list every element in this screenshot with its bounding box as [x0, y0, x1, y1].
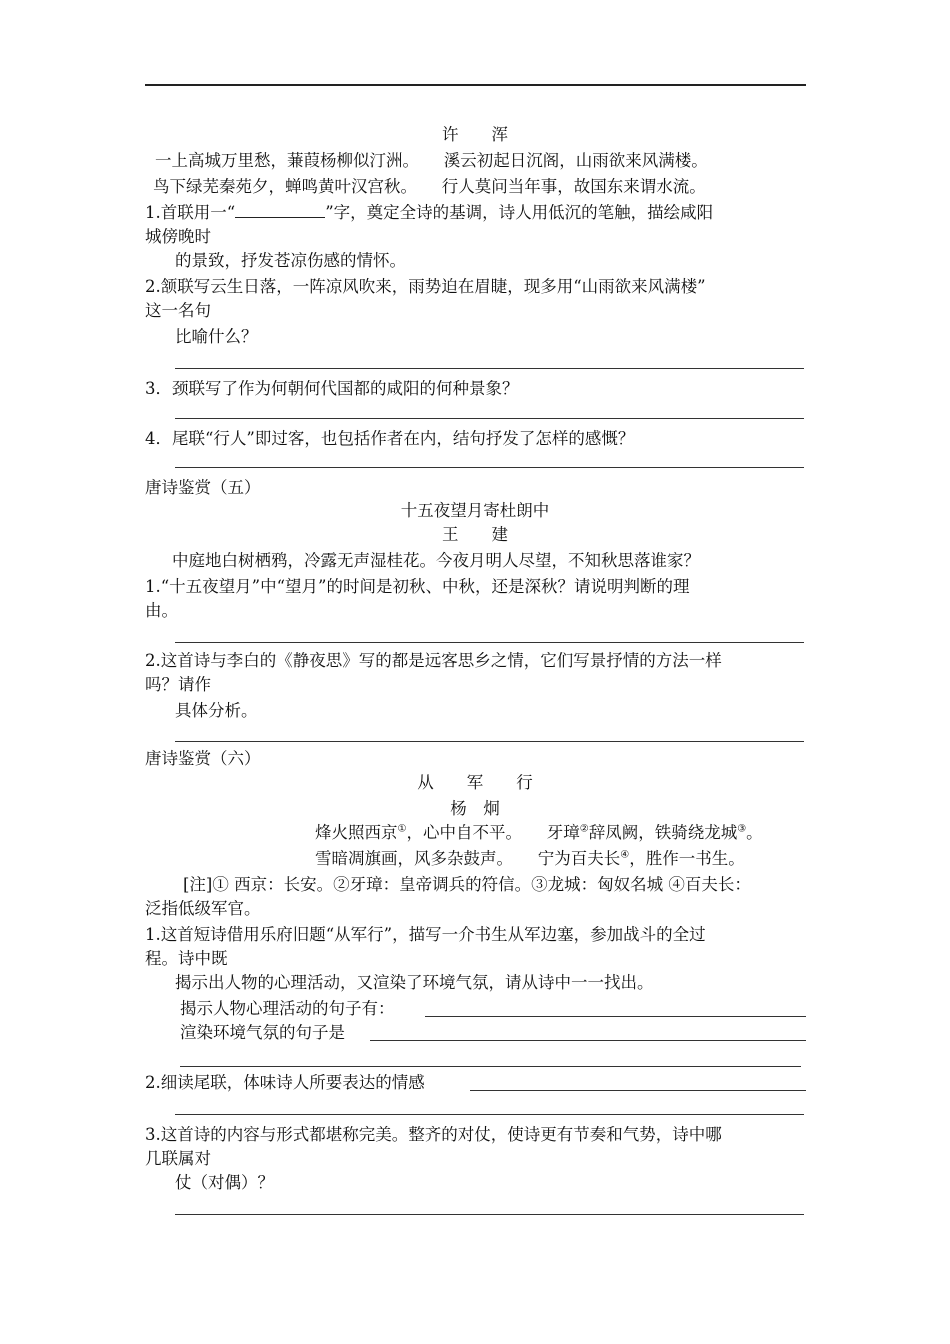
- poem4-author: 许 浑: [442, 125, 508, 144]
- section6-question3-cont2: 仗（对偶）？: [175, 1173, 274, 1192]
- section6-poem-line1: [315, 822, 763, 844]
- answer-line[interactable]: [175, 642, 804, 643]
- section6-heading: 唐诗鉴赏（六）: [145, 749, 261, 768]
- section5-author: 王 建: [442, 525, 508, 544]
- poem4-question2-cont2: 比喻什么？: [175, 327, 258, 346]
- poem4-question1-cont2: 的景致，抒发苍凉伤感的情怀。: [175, 251, 406, 270]
- section6-question3: 3.这首诗的内容与形式都堪称完美。整齐的对仗，使诗更有节奏和气势，诗中哪: [145, 1125, 722, 1144]
- footnote-marker: ③: [737, 823, 747, 835]
- section6-poem-line2: [315, 848, 745, 870]
- section5-question2-cont: 吗？请作: [145, 675, 211, 694]
- answer-line[interactable]: [175, 1114, 804, 1115]
- section5-question1-cont: 由。: [145, 601, 178, 620]
- answer-blank[interactable]: [235, 203, 325, 218]
- poem4-question3: 3．颈联写了作为何朝何代国都的咸阳的何种景象？: [145, 379, 519, 398]
- section5-question2-cont2: 具体分析。: [175, 701, 258, 720]
- poem-text: 辞凤阙，铁骑绕龙城: [588, 823, 738, 842]
- section6-question1: 1.这首短诗借用乐府旧题“从军行”，描写一介书生从军边塞，参加战斗的全过: [145, 925, 706, 944]
- poem4-question2-cont: 这一名句: [145, 301, 211, 320]
- answer-line[interactable]: [425, 1016, 806, 1017]
- footnote-marker: ①: [397, 823, 407, 835]
- section6-author: 杨 炯: [450, 799, 500, 818]
- answer-line[interactable]: [175, 418, 804, 419]
- answer-line[interactable]: [180, 1066, 801, 1067]
- answer-line[interactable]: [370, 1040, 806, 1041]
- answer-line[interactable]: [175, 741, 804, 742]
- poem4-question1-cont: 城傍晚时: [145, 227, 211, 246]
- q1-text-a: 1.首联用一“: [145, 203, 236, 222]
- poem4-question1: [145, 202, 713, 224]
- section6-question3-cont: 几联属对: [145, 1149, 211, 1168]
- section5-poem: 中庭地白树栖鸦，冷露无声湿桂花。今夜月明人尽望，不知秋思落谁家？: [172, 551, 700, 570]
- section6-notes: [注]① 西京：长安。②牙璋：皇帝调兵的符信。③龙城：匈奴名城 ④百夫长：: [183, 875, 751, 894]
- footnote-marker: ②: [579, 823, 589, 835]
- top-rule: [145, 84, 806, 86]
- section5-question1: 1.“十五夜望月”中“望月”的时间是初秋、中秋，还是深秋？请说明判断的理: [145, 577, 690, 596]
- poem-text: ，心中自不平。 牙璋: [406, 823, 580, 842]
- poem-text: 。: [746, 823, 763, 842]
- section6-question2: 2.细读尾联，体味诗人所要表达的情感: [145, 1073, 425, 1092]
- answer-line[interactable]: [470, 1090, 806, 1091]
- section5-title: 十五夜望月寄杜朗中: [400, 501, 550, 520]
- section6-title: 从 军 行: [417, 773, 533, 792]
- poem-text: 烽火照西京: [315, 823, 398, 842]
- section5-heading: 唐诗鉴赏（五）: [145, 478, 261, 497]
- poem4-question2: 2.颔联写云生日落，一阵凉风吹来，雨势迫在眉睫，现多用“山雨欲来风满楼”: [145, 277, 706, 296]
- poem4-line2: 鸟下绿芜秦苑夕，蝉鸣黄叶汉宫秋。 行人莫问当年事，故国东来谓水流。: [153, 177, 706, 196]
- answer-line[interactable]: [175, 467, 804, 468]
- poem-text: 雪暗凋旗画，风多杂鼓声。 宁为百夫长: [315, 849, 621, 868]
- section6-question1-cont: 程。诗中既: [145, 949, 228, 968]
- poem4-question4: 4．尾联“行人”即过客，也包括作者在内，结句抒发了怎样的感慨？: [145, 429, 635, 448]
- answer-line[interactable]: [175, 368, 804, 369]
- footnote-marker: ④: [620, 849, 630, 861]
- section5-question2: 2.这首诗与李白的《静夜思》写的都是远客思乡之情，它们写景抒情的方法一样: [145, 651, 722, 670]
- section6-q1-env-label: 渲染环境气氛的句子是: [180, 1023, 345, 1042]
- poem4-line1: 一上高城万里愁，蒹葭杨柳似汀洲。 溪云初起日沉阁，山雨欲来风满楼。: [155, 151, 708, 170]
- q1-text-b: ”字，奠定全诗的基调，诗人用低沉的笔触，描绘咸阳: [325, 203, 714, 222]
- section6-question1-cont2: 揭示出人物的心理活动，又渲染了环境气氛，请从诗中一一找出。: [175, 973, 654, 992]
- section6-q1-psych-label: 揭示人物心理活动的句子有：: [180, 999, 395, 1018]
- answer-line[interactable]: [175, 1214, 804, 1215]
- section6-notes-cont: 泛指低级军官。: [145, 899, 261, 918]
- poem-text: ，胜作一书生。: [629, 849, 745, 868]
